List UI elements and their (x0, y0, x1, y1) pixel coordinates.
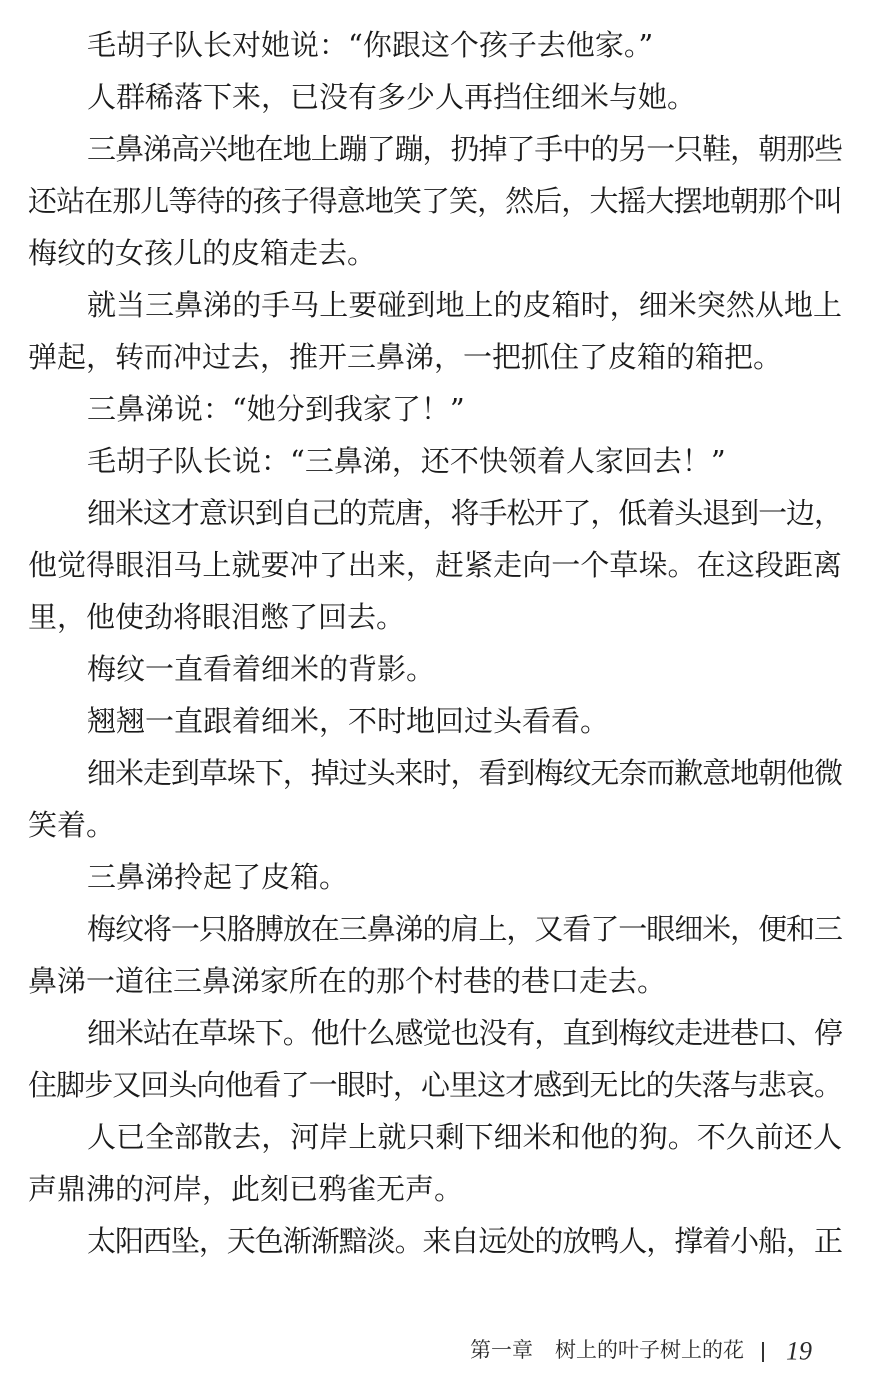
text-line (28, 175, 842, 227)
text-line (28, 903, 842, 955)
text-line-content: 人已全部散去，河岸上就只剩下细米和他的狗。不久前还人 (87, 1120, 842, 1154)
text-line-content: 细米走到草垛下，掉过头来时，看到梅纹无奈而歉意地朝他微 (87, 756, 842, 790)
text-line (28, 435, 842, 487)
text-line (28, 539, 842, 591)
text-line-content: 人群稀落下来，已没有多少人再挡住细米与她。 (87, 80, 697, 114)
text-line (28, 695, 842, 747)
text-line-content: 三鼻涕说：“她分到我家了！” (87, 392, 465, 426)
text-line (28, 487, 842, 539)
text-line (28, 591, 842, 643)
text-line-content: 梅纹的女孩儿的皮箱走去。 (28, 236, 377, 270)
text-line-content: 弹起，转而冲过去，推开三鼻涕，一把抓住了皮箱的箱把。 (28, 340, 783, 374)
text-line (28, 227, 842, 279)
chapter-title: 树上的叶子树上的花 (555, 1338, 744, 1362)
text-line (28, 123, 842, 175)
text-line (28, 851, 842, 903)
text-line-content: 毛胡子队长说：“三鼻涕，还不快领着人家回去！” (87, 444, 726, 478)
text-line-content: 声鼎沸的河岸，此刻已鸦雀无声。 (28, 1172, 464, 1206)
text-line-content: 鼻涕一道往三鼻涕家所在的那个村巷的巷口走去。 (28, 964, 667, 998)
page-number: 19 (786, 1336, 812, 1366)
running-footer (470, 1332, 812, 1368)
body-text (28, 19, 842, 1267)
text-line-content: 还站在那儿等待的孩子得意地笑了笑，然后，大摇大摆地朝那个叫 (28, 184, 842, 218)
text-line-content: 里，他使劲将眼泪憋了回去。 (28, 600, 406, 634)
text-line-content: 住脚步又回头向他看了一眼时，心里这才感到无比的失落与悲哀。 (28, 1068, 842, 1102)
text-line-content: 就当三鼻涕的手马上要碰到地上的皮箱时，细米突然从地上 (87, 288, 842, 322)
text-line (28, 1007, 842, 1059)
text-line (28, 19, 842, 71)
text-line (28, 1059, 842, 1111)
text-line (28, 643, 842, 695)
text-line-content: 太阳西坠，天色渐渐黯淡。来自远处的放鸭人，撑着小船，正 (87, 1224, 842, 1258)
text-line-content: 细米站在草垛下。他什么感觉也没有，直到梅纹走进巷口、停 (87, 1016, 842, 1050)
text-line (28, 383, 842, 435)
text-line-content: 梅纹一直看着细米的背影。 (87, 652, 436, 686)
footer-divider (762, 1342, 764, 1362)
text-line (28, 279, 842, 331)
text-line (28, 331, 842, 383)
text-line (28, 71, 842, 123)
text-line (28, 955, 842, 1007)
chapter-label: 第一章 (470, 1338, 533, 1362)
text-line-content: 笑着。 (28, 808, 116, 842)
text-line-content: 毛胡子队长对她说：“你跟这个孩子去他家。” (87, 28, 654, 62)
text-line (28, 799, 842, 851)
text-line-content: 他觉得眼泪马上就要冲了出来，赶紧走向一个草垛。在这段距离 (28, 548, 842, 582)
text-line-content: 梅纹将一只胳膊放在三鼻涕的肩上，又看了一眼细米，便和三 (87, 912, 842, 946)
text-line (28, 1163, 842, 1215)
text-line (28, 1215, 842, 1267)
text-line (28, 1111, 842, 1163)
text-line (28, 747, 842, 799)
text-line-content: 翘翘一直跟着细米，不时地回过头看看。 (87, 704, 610, 738)
text-line-content: 三鼻涕拎起了皮箱。 (87, 860, 349, 894)
text-line-content: 细米这才意识到自己的荒唐，将手松开了，低着头退到一边， (87, 496, 842, 530)
text-line-content: 三鼻涕高兴地在地上蹦了蹦，扔掉了手中的另一只鞋，朝那些 (87, 132, 842, 166)
